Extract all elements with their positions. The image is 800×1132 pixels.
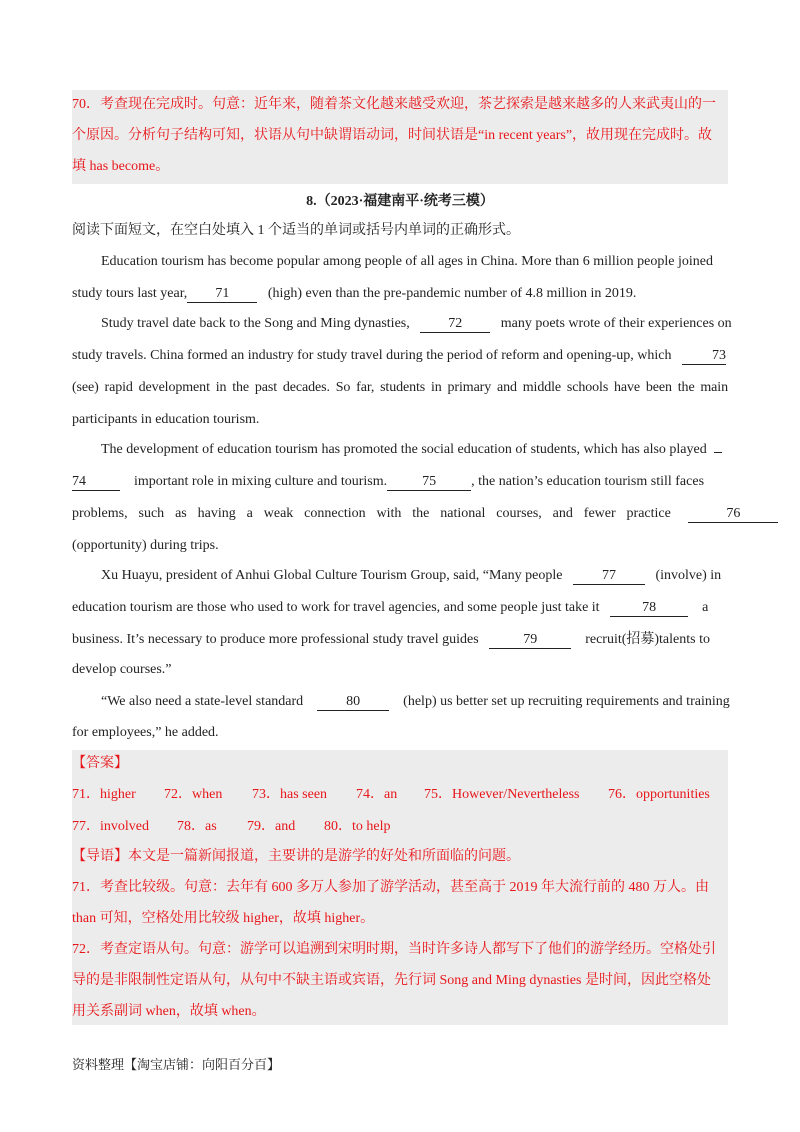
passage-line: develop courses.”: [72, 662, 172, 677]
passage-line: [101, 440, 728, 460]
text: Study travel date back to the Song and Ming dynasties,: [101, 316, 410, 331]
passage-line: (see) rapid development in the past decades. So far, students in primary and middle schools have been the main: [72, 380, 728, 395]
blank-76[interactable]: 76: [688, 506, 778, 523]
text: a: [702, 600, 709, 615]
text: “We also need a state-level standard: [101, 694, 304, 709]
text: education tourism are those who used to work for travel agencies, and some people just take it: [72, 600, 600, 615]
answer-heading: 【答案】: [72, 756, 128, 771]
text: many poets wrote of their experiences on: [500, 316, 732, 331]
explanation-line: 用关系副词 when，故填 when。: [72, 1004, 266, 1019]
blank-75[interactable]: 75: [387, 474, 471, 491]
passage-line: Education tourism has become popular among people of all ages in China. More than 6 million people joined: [101, 254, 713, 269]
passage-line: [101, 566, 728, 586]
text: study tours last year,: [72, 286, 188, 301]
answer-76: 76．opportunities: [608, 787, 710, 802]
blank-72[interactable]: 72: [420, 316, 490, 333]
section-title: 8.（2023·福建南平·统考三模）: [306, 194, 494, 209]
text: The development of education tourism has promoted the social education of students, which has also played: [101, 442, 707, 457]
guide-text: 【导语】本文是一篇新闻报道，主要讲的是游学的好处和所面临的问题。: [72, 849, 520, 864]
explanation-line: 70．考查现在完成时。句意：近年来，随着茶文化越来越受欢迎，茶艺探索是越来越多的人来武夷山的一: [72, 97, 716, 112]
passage-line: [72, 346, 728, 366]
answer-72: 72．when: [164, 787, 223, 802]
passage-line: [72, 598, 728, 618]
passage-line: participants in education tourism.: [72, 412, 260, 427]
answer-77: 77．involved: [72, 819, 149, 834]
explanation-line: than 可知，空格处用比较级 higher，故填 higher。: [72, 911, 375, 926]
blank-77[interactable]: 77: [573, 568, 645, 585]
passage-line: [101, 692, 728, 712]
passage-line: [101, 314, 732, 334]
passage-line: for employees,” he added.: [72, 725, 219, 740]
explanation-line: 72．考查定语从句。句意：游学可以追溯到宋明时期，当时许多诗人都写下了他们的游学经历。空格处引: [72, 942, 716, 957]
text: , the nation’s education tourism still faces: [471, 474, 705, 489]
text: Xu Huayu, president of Anhui Global Culture Tourism Group, said, “Many people: [101, 568, 563, 583]
explanation-line: 导的是非限制性定语从句，从句中不缺主语或宾语，先行词 Song and Ming dynasties 是时间，因此空格处: [72, 973, 711, 988]
text: business. It’s necessary to produce more professional study travel guides: [72, 632, 479, 647]
blank-74[interactable]: 74: [72, 474, 120, 491]
explanation-70-box: [72, 90, 728, 184]
passage-line: [72, 284, 728, 304]
answer-71: 71．higher: [72, 787, 136, 802]
text: study travels. China formed an industry for study travel during the period of reform and opening-up, which: [72, 348, 672, 363]
text: (high) even than the pre-pandemic number of 4.8 million in 2019.: [267, 286, 637, 301]
passage-line: (opportunity) during trips.: [72, 538, 219, 553]
text: (help) us better set up recruiting requirements and training: [403, 694, 730, 709]
passage-line: [72, 504, 762, 524]
answer-80: 80．to help: [324, 819, 391, 834]
passage-line: [72, 630, 728, 650]
blank-74-start: [714, 452, 722, 453]
answer-75: 75．However/Nevertheless: [424, 787, 580, 802]
text: problems, such as having a weak connection with the national courses, and fewer practice: [72, 506, 671, 521]
answer-row-2: [72, 815, 391, 835]
explanation-line: 个原因。分析句子结构可知，状语从句中缺谓语动词，时间状语是“in recent years”，故用现在完成时。故: [72, 128, 713, 143]
answer-row-1: [72, 783, 710, 803]
blank-80[interactable]: 80: [317, 694, 389, 711]
explanation-line: 填 has become。: [72, 159, 170, 174]
text: important role in mixing culture and tourism.: [134, 474, 388, 489]
answer-74: 74．an: [356, 787, 398, 802]
answer-78: 78．as: [177, 819, 217, 834]
blank-73[interactable]: 73: [682, 348, 726, 365]
answer-79: 79．and: [247, 819, 296, 834]
text: (involve) in: [655, 568, 722, 583]
passage-line: [72, 472, 728, 492]
explanation-line: 71．考查比较级。句意：去年有 600 多万人参加了游学活动，甚至高于 2019 年大流行前的 480 万人。由: [72, 880, 709, 895]
blank-78[interactable]: 78: [610, 600, 688, 617]
blank-71[interactable]: 71: [187, 286, 257, 303]
blank-79[interactable]: 79: [489, 632, 571, 649]
text: recruit(招募)talents to: [585, 632, 710, 647]
instruction: 阅读下面短文，在空白处填入 1 个适当的单词或括号内单词的正确形式。: [72, 223, 520, 238]
answer-73: 73．has seen: [252, 787, 328, 802]
footer-text: 资料整理【淘宝店铺：向阳百分百】: [72, 1057, 281, 1072]
